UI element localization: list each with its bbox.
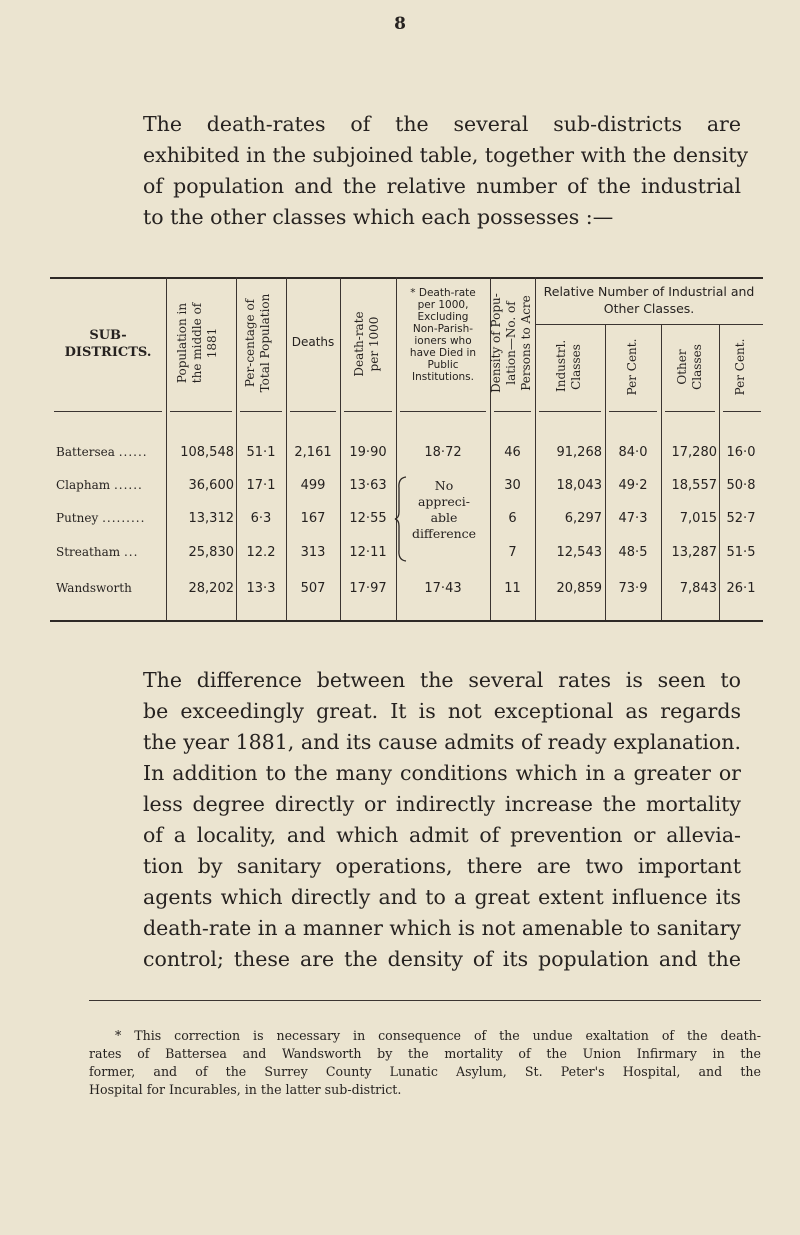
footnote-line: Hospital for Incurables, in the latter sub-district.	[89, 1082, 402, 1097]
body-line: of a locality, and which admit of prevention or allevia-	[143, 823, 741, 847]
cell-other-pct: 51·5	[726, 545, 756, 560]
body-line: The difference between the several rates is seen to	[143, 668, 741, 692]
header-sub-districts: SUB- DISTRICTS.	[64, 328, 152, 360]
cell-deaths: 167	[300, 511, 326, 526]
intro-line: The death-rates of the several sub-districts are	[143, 112, 741, 136]
header-rule	[344, 411, 392, 412]
cell-other-pct: 50·8	[726, 478, 756, 493]
bracket-note-line: difference	[411, 526, 477, 541]
cell-other: 13,287	[671, 545, 717, 560]
header-deaths: Deaths	[291, 335, 335, 349]
intro-line: of population and the relative number of the industrial	[143, 174, 741, 198]
table-row: Battersea ......	[56, 445, 148, 459]
cell-population: 25,830	[188, 545, 234, 560]
cell-excluding: 18·72	[424, 445, 462, 460]
cell-percentage: 6·3	[250, 511, 272, 526]
header-density: Density of Popu- lation—No. of Persons to Acre	[489, 293, 533, 393]
bracket-note-line: No	[434, 478, 454, 493]
brace-icon	[394, 476, 410, 562]
header-percentage: Per-centage of Total Population	[243, 293, 272, 393]
intro-line: to the other classes which each possesses :—	[143, 205, 614, 229]
body-line: less degree directly or indirectly increase the mortality	[143, 792, 741, 816]
header-rule	[290, 411, 336, 412]
bracket-note-line: appreci-	[417, 494, 471, 509]
cell-density: 7	[508, 545, 517, 560]
cell-death-rate: 12·55	[349, 511, 387, 526]
cell-other: 17,280	[671, 445, 717, 460]
header-rule	[54, 411, 162, 412]
header-per-cent-2: Per Cent.	[733, 338, 747, 396]
header-rule	[170, 411, 232, 412]
body-line: be exceedingly great. It is not exceptional as regards	[143, 699, 741, 723]
cell-industrial: 6,297	[564, 511, 602, 526]
footnote	[89, 1027, 761, 1099]
cell-percentage: 13·3	[246, 581, 276, 596]
header-other: Other Classes	[675, 344, 704, 390]
table-row: Wandsworth	[56, 581, 132, 595]
cell-ind-pct: 47·3	[618, 511, 648, 526]
cell-density: 11	[504, 581, 521, 596]
death-rate-table	[50, 277, 763, 622]
header-rule	[723, 411, 761, 412]
cell-other: 18,557	[671, 478, 717, 493]
header-rule	[539, 411, 601, 412]
cell-population: 36,600	[188, 478, 234, 493]
header-relative: Relative Number of Industrial and Other Classes.	[543, 284, 755, 316]
header-industrl: Industrl. Classes	[554, 339, 583, 392]
header-rule	[665, 411, 715, 412]
cell-population: 13,312	[188, 511, 234, 526]
cell-deaths: 2,161	[294, 445, 332, 460]
intro-paragraph	[143, 109, 749, 233]
cell-death-rate: 19·90	[349, 445, 387, 460]
table-row: Putney .........	[56, 511, 146, 525]
body-line: In addition to the many conditions which in a greater or	[143, 761, 741, 785]
header-rule	[494, 411, 531, 412]
table-row: Clapham ......	[56, 478, 143, 492]
table-bottom-rule	[50, 620, 763, 622]
body-paragraph	[143, 665, 741, 975]
cell-density: 6	[508, 511, 517, 526]
cell-density: 30	[504, 478, 521, 493]
bracket-note-line: able	[430, 510, 458, 525]
body-line: agents which directly and to a great extent influence its	[143, 885, 741, 909]
column-divider	[719, 325, 720, 620]
column-divider	[661, 325, 662, 620]
cell-industrial: 12,543	[556, 545, 602, 560]
cell-deaths: 507	[300, 581, 326, 596]
cell-deaths: 499	[300, 478, 326, 493]
body-line: control; these are the density of its population and the	[143, 947, 741, 971]
cell-population: 108,548	[180, 445, 234, 460]
cell-death-rate: 17·97	[349, 581, 387, 596]
header-rule	[400, 411, 486, 412]
header-death-rate: Death-rate per 1000	[352, 311, 381, 377]
bracket-note	[397, 470, 491, 566]
cell-percentage: 12.2	[246, 545, 276, 560]
body-line: death-rate in a manner which is not amenable to sanitary	[143, 916, 741, 940]
cell-percentage: 51·1	[246, 445, 276, 460]
footnote-line: former, and of the Surrey County Lunatic Asylum, St. Peter's Hospital, and the	[89, 1064, 761, 1079]
cell-ind-pct: 73·9	[618, 581, 648, 596]
cell-deaths: 313	[300, 545, 326, 560]
cell-other-pct: 26·1	[726, 581, 756, 596]
cell-industrial: 18,043	[556, 478, 602, 493]
header-population: Population in the middle of 1881	[175, 302, 219, 384]
column-divider	[605, 325, 606, 620]
header-excluding: * Death-rate per 1000, Excluding Non-Parish- ioners who have Died in Public Institutions.	[409, 287, 477, 383]
cell-other: 7,843	[679, 581, 717, 596]
cell-ind-pct: 84·0	[618, 445, 648, 460]
table-top-rule	[50, 277, 763, 279]
cell-death-rate: 13·63	[349, 478, 387, 493]
cell-other-pct: 16·0	[726, 445, 756, 460]
table-row: Streatham ...	[56, 545, 139, 559]
cell-density: 46	[504, 445, 521, 460]
footnote-rule	[89, 1000, 761, 1001]
cell-other: 7,015	[679, 511, 717, 526]
cell-industrial: 91,268	[556, 445, 602, 460]
footnote-line: * This correction is necessary in consequence of the undue exaltation of the death-	[115, 1028, 761, 1043]
cell-death-rate: 12·11	[349, 545, 387, 560]
cell-ind-pct: 49·2	[618, 478, 648, 493]
cell-excluding: 17·43	[424, 581, 462, 596]
cell-other-pct: 52·7	[726, 511, 756, 526]
header-rule	[240, 411, 282, 412]
intro-line: exhibited in the subjoined table, together with the density	[143, 143, 749, 167]
cell-ind-pct: 48·5	[618, 545, 648, 560]
cell-percentage: 17·1	[246, 478, 276, 493]
footnote-line: rates of Battersea and Wandsworth by the mortality of the Union Infirmary in the	[89, 1046, 761, 1061]
header-rule	[609, 411, 657, 412]
cell-population: 28,202	[188, 581, 234, 596]
body-line: tion by sanitary operations, there are two important	[143, 854, 741, 878]
body-line: the year 1881, and its cause admits of ready explanation.	[143, 730, 741, 754]
cell-industrial: 20,859	[556, 581, 602, 596]
header-per-cent-1: Per Cent.	[625, 338, 639, 396]
relative-header-rule	[535, 324, 763, 325]
page-number: 8	[394, 14, 406, 34]
